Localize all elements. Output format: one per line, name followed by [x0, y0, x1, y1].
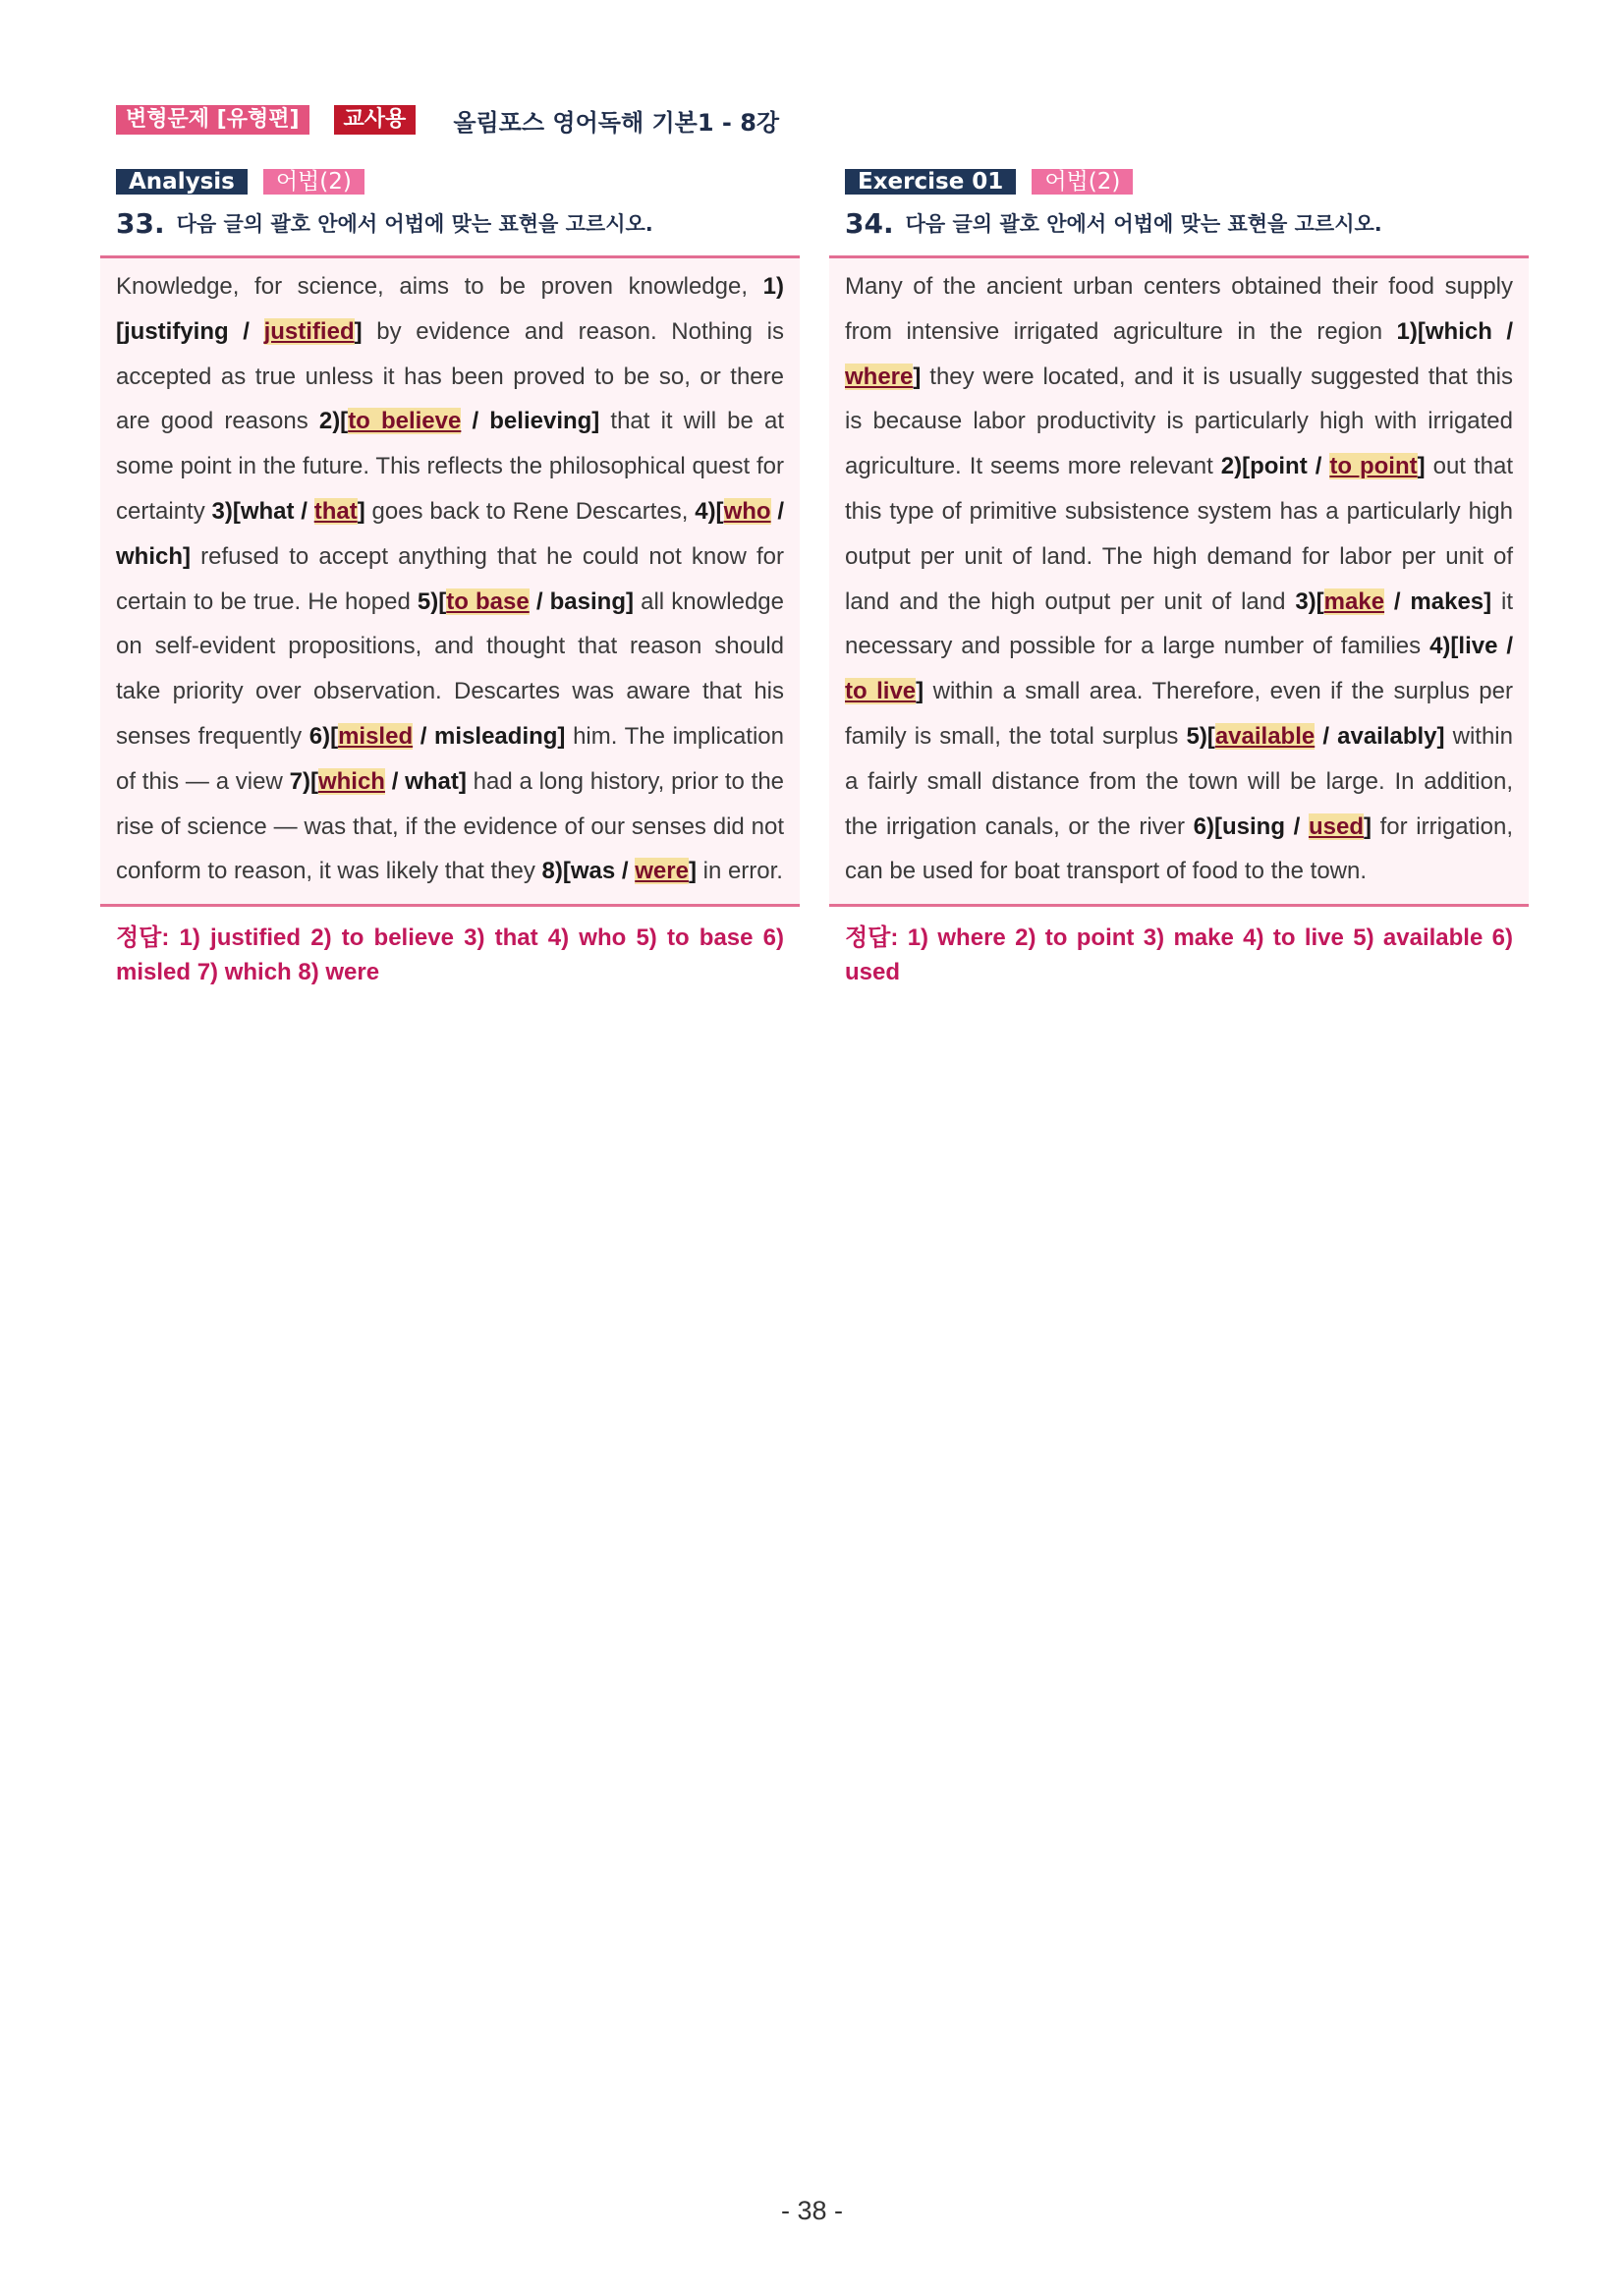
blank-options: / makes] [1384, 588, 1492, 615]
passage-segment: in error. [696, 858, 783, 885]
correct-answer: to live [845, 678, 917, 705]
passage-segment: all knowledge on self-evident propositions, and thought that reason should take priority over observation. Descartes was aware that his senses frequently [116, 588, 784, 750]
correct-answer: to point [1329, 453, 1418, 480]
section-label: Exercise 01 [845, 169, 1016, 195]
correct-answer: to base [446, 588, 530, 615]
blank-options: 2)[point / [1220, 453, 1330, 480]
question-number: 33. [116, 206, 165, 240]
blank-options: / believing] [461, 408, 600, 435]
blank-options: 7)[ [289, 767, 318, 795]
passage-segment: by evidence and reason. Nothing is accepted as true unless it has been proved to be so, or there are good reasons [116, 317, 784, 435]
blank-options: 2)[ [318, 408, 349, 435]
passage-segment: Knowledge, for science, aims to be proven knowledge, [116, 273, 763, 300]
passage-box [829, 255, 1529, 907]
blank-options: 3)[ [1295, 588, 1324, 615]
correct-answer: which [317, 767, 385, 795]
teacher-edition-tag: 교사용 [334, 105, 417, 135]
correct-answer: misled [338, 722, 414, 750]
blank-options: 5)[ [417, 588, 447, 615]
grammar-type-label: 어법(2) [1032, 169, 1133, 195]
question-heading [845, 204, 1529, 242]
right-column [829, 169, 1529, 989]
passage-segment: they were located, and it is usually suggested that this is because labor productivity is particularly high with irrigated agriculture. It seems more relevant [845, 363, 1513, 480]
page-header [116, 105, 779, 135]
question-number: 34. [845, 206, 894, 240]
correct-answer: used [1308, 812, 1364, 840]
blank-options: / what] [384, 767, 467, 795]
blank-options: / availably] [1315, 722, 1445, 750]
passage-segment: Many of the ancient urban centers obtained their food supply from intensive irrigated agriculture in the region [845, 273, 1513, 345]
section-label-row [116, 169, 800, 195]
blank-options: ] [1363, 812, 1372, 840]
grammar-type-label: 어법(2) [263, 169, 364, 195]
passage-box [100, 255, 800, 907]
blank-options: ] [913, 363, 922, 390]
blank-options: 8)[was / [541, 858, 636, 885]
correct-answer: were [635, 858, 689, 885]
passage-segment: for irrigation, can be used for boat transport of food to the town. [845, 812, 1513, 885]
passage-segment: it necessary and possible for a large number of families [845, 588, 1513, 660]
blank-options: 1)[which / [1396, 317, 1514, 345]
correct-answer: that [313, 497, 358, 525]
correct-answer: available [1214, 722, 1316, 750]
blank-options: 3)[what / [211, 497, 314, 525]
passage-text [116, 264, 784, 894]
passage-segment: within a fairly small distance from the town will be large. In addition, the irrigation canals, or the river [845, 722, 1513, 840]
passage-segment: refused to accept anything that he could not know for certain to be true. He hoped [116, 542, 784, 615]
question-heading [116, 204, 800, 242]
passage-segment: out that this type of primitive subsistence system has a particularly high output per unit of land. The high demand for labor per unit of land and the high output per unit of land [845, 453, 1513, 615]
blank-options: 1)[justifying / [116, 273, 784, 345]
blank-options: 4)[ [695, 497, 724, 525]
blank-options: 6)[using / [1193, 812, 1309, 840]
book-title: 올림포스 영어독해 기본1 - 8강 [453, 108, 780, 137]
blank-options: ] [354, 317, 363, 345]
passage-segment: goes back to Rene Descartes, [364, 497, 696, 525]
blank-options: ] [916, 678, 924, 705]
answer-key: 정답: 1) justified 2) to believe 3) that 4) who 5) to base 6) misled 7) which 8) were [116, 924, 784, 986]
correct-answer: who [723, 497, 771, 525]
blank-options: ] [1417, 453, 1426, 480]
correct-answer: where [845, 363, 914, 390]
passage-text [845, 264, 1513, 894]
passage-segment: that it will be at some point in the future. This reflects the philosophical quest for certainty [116, 408, 784, 525]
page-number: - 38 - [780, 2196, 844, 2225]
question-instruction: 다음 글의 괄호 안에서 어법에 맞는 표현을 고르시오. [176, 212, 653, 236]
left-column [100, 169, 800, 989]
blank-options: / which] [116, 497, 785, 570]
section-label: Analysis [116, 169, 248, 195]
correct-answer: to believe [348, 408, 462, 435]
blank-options: 5)[ [1186, 722, 1215, 750]
passage-segment: had a long history, prior to the rise of science — was that, if the evidence of our senses did not conform to reason, it was likely that they [116, 767, 785, 885]
blank-options: / basing] [529, 588, 634, 615]
correct-answer: justified [263, 317, 355, 345]
blank-options: ] [357, 497, 365, 525]
blank-options: ] [688, 858, 697, 885]
blank-options: 6)[ [308, 722, 339, 750]
passage-segment: within a small area. Therefore, even if the surplus per family is small, the total surplus [845, 678, 1513, 750]
section-label-row [845, 169, 1529, 195]
correct-answer: make [1323, 588, 1385, 615]
passage-segment: him. The implication of this — a view [116, 722, 784, 795]
blank-options: / misleading] [413, 722, 566, 750]
question-instruction: 다음 글의 괄호 안에서 어법에 맞는 표현을 고르시오. [905, 212, 1382, 236]
variant-type-tag: 변형문제 [유형편] [116, 105, 309, 135]
answer-key: 정답: 1) where 2) to point 3) make 4) to live 5) available 6) used [845, 924, 1513, 986]
blank-options: 4)[live / [1429, 633, 1513, 660]
